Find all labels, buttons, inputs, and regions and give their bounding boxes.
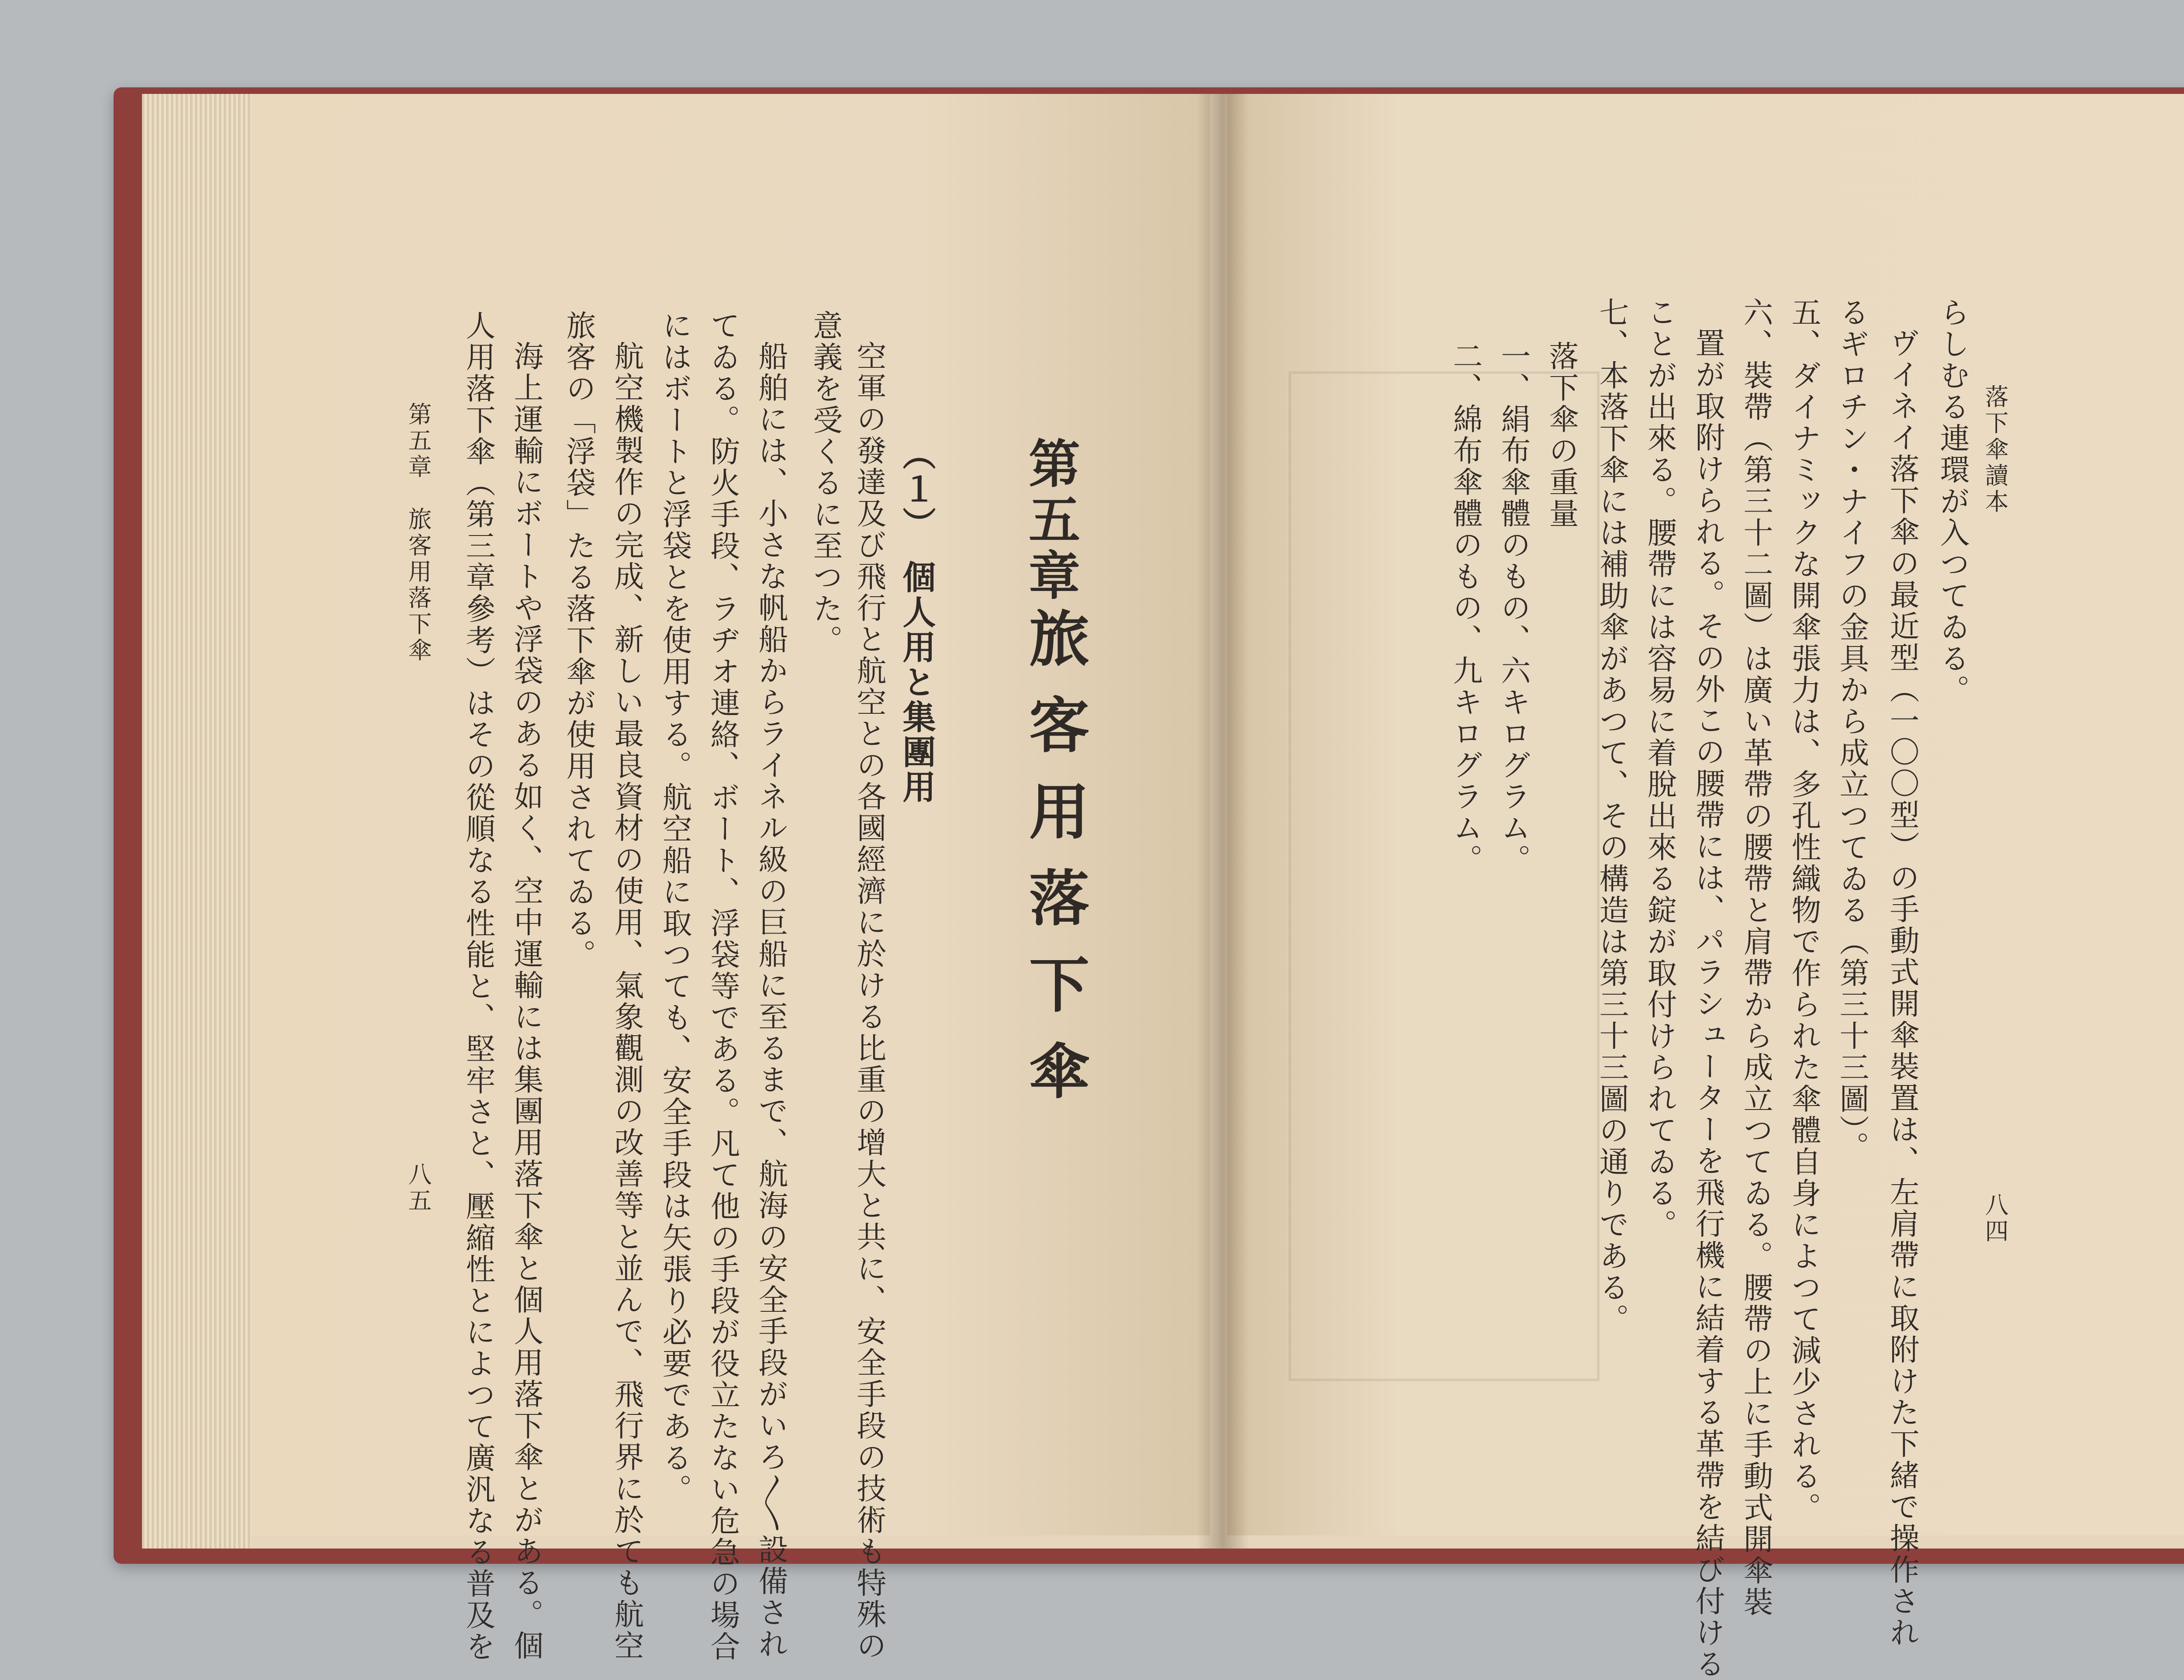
book-gutter xyxy=(1197,94,1249,1549)
right-paragraph-line: 七、本落下傘には補助傘があつて、その構造は第三十三圖の通りである。 xyxy=(1594,297,1629,1335)
page-number: 八五 xyxy=(404,1162,432,1214)
running-footer: 第五章 旅客用落下傘 xyxy=(404,402,432,664)
left-paragraph-line: にはボートと浮袋とを使用する。航空船に取つても、安全手段は矢張り必要である。 xyxy=(657,310,692,1505)
section-heading: （１） 個人用と集團用 xyxy=(897,437,936,805)
left-paragraph-line: 空軍の發達及び飛行と航空との各國經濟に於ける比重の增大と共に、安全手段の技術も特殊の xyxy=(852,341,886,1662)
right-paragraph-line: ヴイネイ落下傘の最近型（一〇〇型）の手動式開傘裝置は、左肩帶に取附けた下緒で操作され xyxy=(1885,328,1919,1649)
left-paragraph-line: てゐる。防火手段、ラヂオ連絡、ボート、浮袋等である。凡て他の手段が役立たない危急の場合 xyxy=(705,310,740,1663)
right-paragraph-line: 二、綿布傘體のもの、九キログラム。 xyxy=(1448,341,1482,875)
right-paragraph-line: らしむる連環が入つてゐる。 xyxy=(1935,297,1970,706)
left-paragraph-line: 航空機製作の完成、新しい最良資材の使用、氣象觀測の改善等と並んで、飛行界に於ても航空 xyxy=(609,341,644,1662)
right-paragraph-line: るギロチン・ナイフの金具から成立つてゐる（第三十三圖）。 xyxy=(1835,297,1869,1163)
left-page-edges xyxy=(142,94,251,1549)
left-paragraph-line: 船舶には、小さな帆船からライネル級の巨船に至るまで、航海の安全手段がいろ〳〵設備され xyxy=(753,341,788,1660)
right-paragraph-line: 六、裝帶（第三十二圖）は廣い革帶の腰帶と肩帶から成立つてゐる。腰帶の上に手動式開傘裝 xyxy=(1738,297,1773,1618)
right-paragraph-line: 五、ダイナミックな開傘張力は、多孔性織物で作られた傘體自身によつて減少される。 xyxy=(1787,297,1821,1524)
left-paragraph-line: 旅客の「浮袋」たる落下傘が使用されてゐる。 xyxy=(561,310,596,971)
chapter-title: 旅客用落下傘 xyxy=(1019,607,1090,1126)
right-paragraph-line: ことが出來る。腰帶には容易に着脫出來る錠が取付けられてゐる。 xyxy=(1642,297,1677,1241)
left-paragraph-line: 海上運輸にボートや浮袋のある如く、空中運輸には集團用落下傘と個人用落下傘とがある。個 xyxy=(509,341,543,1662)
left-paragraph-line: 人用落下傘（第三章參考）はその從順なる性能と、堅牢さと、壓縮性とによつて廣汎なる普及を xyxy=(461,310,495,1663)
page-number: 八四 xyxy=(1981,1193,2009,1245)
right-paragraph-line: 置が取附けられる。その外この腰帶には、パラシューターを飛行機に結着する革帶を結び付ける xyxy=(1690,328,1725,1680)
right-paragraph-line: 一、絹布傘體のもの、六キログラム。 xyxy=(1496,341,1531,875)
running-header: 落下傘讀本 xyxy=(1981,384,2009,515)
left-paragraph-line: 意義を受くるに至つた。 xyxy=(808,310,843,656)
chapter-number: 第五章 xyxy=(1020,437,1081,605)
right-paragraph-line: 落下傘の重量 xyxy=(1544,341,1579,529)
